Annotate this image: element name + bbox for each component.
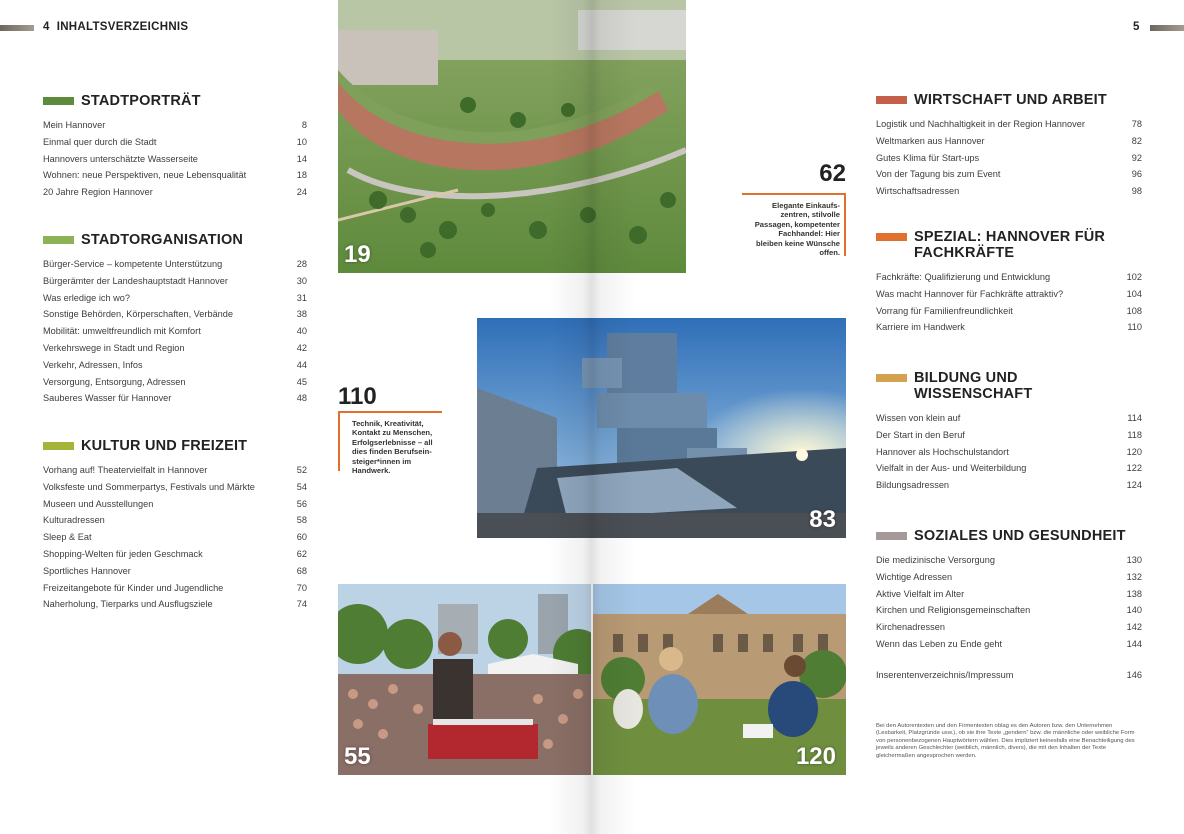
concert-photo xyxy=(338,584,591,775)
section-title: SPEZIAL: HANNOVER FÜR FACHKRÄFTE xyxy=(914,229,1106,261)
toc-entry[interactable] xyxy=(43,374,307,391)
toc-section xyxy=(43,438,307,613)
toc-entry-page: 130 xyxy=(1126,555,1142,565)
toc-entry-page: 14 xyxy=(296,153,307,164)
toc-entry-label: Die medizinische Versorgung xyxy=(876,555,995,565)
toc-entry-label: Vielfalt in der Aus- und Weiterbildung xyxy=(876,463,1027,474)
toc-entry-page: 102 xyxy=(1126,272,1142,282)
toc-entry-page: 60 xyxy=(296,532,307,543)
toc-entry-page: 8 xyxy=(301,120,307,130)
toc-entry-label: Kirchen und Religionsgemeinschaften xyxy=(876,605,1031,616)
toc-entry-page: 54 xyxy=(296,481,307,492)
toc-entry-page: 58 xyxy=(296,515,307,526)
toc-entry[interactable] xyxy=(876,183,1142,200)
toc-entry[interactable] xyxy=(876,444,1142,461)
toc-entry-label: Versorgung, Entsorgung, Adressen xyxy=(43,376,186,387)
toc-entry-page: 70 xyxy=(296,582,307,593)
callout-62-rule xyxy=(742,193,846,195)
callout-110 xyxy=(338,383,444,479)
toc-entry[interactable] xyxy=(876,602,1142,619)
left-page-number: 4 xyxy=(43,21,50,33)
toc-entry[interactable] xyxy=(43,563,307,580)
section-title: KULTUR UND FREIZEIT xyxy=(81,438,248,454)
toc-entry-page: 10 xyxy=(296,136,307,147)
toc-entry-page: 28 xyxy=(296,259,307,269)
toc-section-heading xyxy=(876,528,1142,544)
inserenten-row[interactable] xyxy=(876,667,1142,684)
toc-entry-page: 56 xyxy=(296,498,307,509)
section-title: WIRTSCHAFT UND ARBEIT xyxy=(914,92,1107,108)
toc-section-heading xyxy=(43,232,307,248)
toc-entry-page: 120 xyxy=(1126,446,1142,457)
left-header-bar xyxy=(0,25,34,31)
nord-lb-building-image xyxy=(477,318,846,538)
toc-entry-page: 108 xyxy=(1126,305,1142,316)
toc-entry[interactable] xyxy=(876,410,1142,427)
toc-entry-page: 38 xyxy=(296,309,307,320)
callout-62-side-rule xyxy=(844,193,846,256)
toc-entry[interactable] xyxy=(43,496,307,513)
toc-entry-label: Mein Hannover xyxy=(43,120,106,130)
toc-entry-label: Hannovers unterschätzte Wasserseite xyxy=(43,153,198,164)
toc-entry-page: 96 xyxy=(1131,169,1142,180)
toc-entry[interactable] xyxy=(43,479,307,496)
toc-entry-label: Wohnen: neue Perspektiven, neue Lebensqualität xyxy=(43,170,247,181)
toc-entry-label: Sportliches Hannover xyxy=(43,565,131,576)
toc-entry[interactable] xyxy=(43,390,307,407)
toc-entry-label: Wenn das Leben zu Ende geht xyxy=(876,638,1003,649)
toc-entry-page: 98 xyxy=(1131,186,1142,197)
toc-entry[interactable] xyxy=(876,286,1142,303)
toc-entry-label: Kirchenadressen xyxy=(876,622,945,633)
toc-entry[interactable] xyxy=(876,477,1142,494)
inserenten-label: Inserentenverzeichnis/Impressum xyxy=(876,670,1014,680)
section-color-bar xyxy=(43,442,74,450)
toc-entry-label: Bürger-Service – kompetente Unterstützung xyxy=(43,259,223,269)
toc-entry-label: Kulturadressen xyxy=(43,515,105,526)
toc-entry[interactable] xyxy=(43,184,307,201)
toc-entry[interactable] xyxy=(876,319,1142,336)
toc-section xyxy=(43,93,307,201)
toc-section xyxy=(876,92,1142,200)
toc-entry-page: 24 xyxy=(296,187,307,198)
toc-entry-label: Bildungsadressen xyxy=(876,480,950,491)
toc-entry[interactable] xyxy=(876,619,1142,636)
toc-entry-page: 18 xyxy=(296,170,307,181)
toc-entry-label: Weltmarken aus Hannover xyxy=(876,135,985,146)
toc-entry-page: 31 xyxy=(296,292,307,303)
toc-entry[interactable] xyxy=(876,586,1142,603)
toc-entry-label: Volksfeste und Sommerpartys, Festivals und Märkte xyxy=(43,481,255,492)
section-color-bar xyxy=(876,532,907,540)
toc-section xyxy=(43,232,307,407)
toc-entry-label: 20 Jahre Region Hannover xyxy=(43,187,153,198)
toc-entry[interactable] xyxy=(43,357,307,374)
toc-entry-label: Wirtschaftsadressen xyxy=(876,186,960,197)
nord-lb-building-photo xyxy=(477,318,846,538)
toc-section xyxy=(876,370,1142,494)
toc-entry-page: 44 xyxy=(296,359,307,370)
toc-entry-label: Logistik und Nachhaltigkeit in der Region Hannover xyxy=(876,119,1085,129)
callout-62-number: 62 xyxy=(819,160,846,187)
toc-entry[interactable] xyxy=(876,303,1142,320)
toc-entry-label: Von der Tagung bis zum Event xyxy=(876,169,1001,180)
left-page-header xyxy=(43,21,188,33)
photo-number-83: 83 xyxy=(809,506,836,533)
toc-entry-label: Sonstige Behörden, Körperschaften, Verbände xyxy=(43,309,234,320)
toc-entry-page: 138 xyxy=(1126,588,1142,599)
toc-entry[interactable] xyxy=(876,636,1142,653)
toc-entry[interactable] xyxy=(43,290,307,307)
toc-entry-label: Sauberes Wasser für Hannover xyxy=(43,393,172,404)
section-color-bar xyxy=(876,233,907,241)
toc-entry[interactable] xyxy=(43,340,307,357)
toc-entry[interactable] xyxy=(876,427,1142,444)
toc-entry-label: Bürgerämter der Landeshauptstadt Hannover xyxy=(43,275,228,286)
callout-62 xyxy=(740,160,846,256)
section-title: STADTORGANISATION xyxy=(81,232,244,248)
toc-entry-label: Verkehr, Adressen, Infos xyxy=(43,359,143,370)
toc-entry-page: 45 xyxy=(296,376,307,387)
toc-entry[interactable] xyxy=(43,273,307,290)
callout-62-text: Elegante Einkaufs-zentren, stilvolle Passagen, kompetenter Fachhandel: Hier bleiben keine Wünsche offen. xyxy=(754,201,840,258)
toc-entry-page: 40 xyxy=(296,326,307,337)
toc-entry-label: Gutes Klima für Start-ups xyxy=(876,152,980,163)
toc-entry-page: 132 xyxy=(1126,571,1142,582)
toc-entry-page: 78 xyxy=(1131,119,1142,129)
left-header-title: INHALTSVERZEICHNIS xyxy=(56,21,189,33)
toc-entry-label: Wissen von klein auf xyxy=(876,413,961,423)
toc-entry[interactable] xyxy=(43,256,307,273)
photo-number-120: 120 xyxy=(795,743,836,770)
toc-section-heading xyxy=(43,438,307,454)
toc-entry-label: Museen und Ausstellungen xyxy=(43,498,154,509)
toc-entry-page: 142 xyxy=(1126,622,1142,633)
toc-entry-label: Einmal quer durch die Stadt xyxy=(43,136,157,147)
toc-entry-page: 122 xyxy=(1126,463,1142,474)
toc-entry-page: 124 xyxy=(1126,480,1142,491)
toc-entry[interactable] xyxy=(43,134,307,151)
toc-entry[interactable] xyxy=(43,462,307,479)
right-page-number: 5 xyxy=(1133,21,1140,33)
students-university-photo xyxy=(593,584,846,775)
concert-image xyxy=(338,584,591,775)
toc-entry-label: Was macht Hannover für Fachkräfte attraktiv? xyxy=(876,288,1064,299)
section-title: STADTPORTRÄT xyxy=(81,93,201,109)
toc-entry[interactable] xyxy=(876,460,1142,477)
toc-entry-page: 48 xyxy=(296,393,307,404)
toc-entry-page: 92 xyxy=(1131,152,1142,163)
gender-footnote: Bei den Autorentexten und den Firmentexten oblag es den Autoren bzw. den Unternehmen (Lesbarkeit, Platzgründe usw.), ob sie ihre Texte „gendern“ bzw. die männliche oder weibliche Form von personenbezogenen Hauptwörtern wählen. Dies impliziert keinesfalls eine Benachteiligung des jeweils anderen Geschlechter (weiblich, männlich, divers), die mit den Inhalten der Texte gleichermaßen angesprochen werden. xyxy=(876,723,1135,759)
toc-entry-label: Wichtige Adressen xyxy=(876,571,953,582)
toc-entry[interactable] xyxy=(876,116,1142,133)
aerial-housing-image xyxy=(338,0,686,273)
toc-entry[interactable] xyxy=(876,166,1142,183)
toc-entry-page: 74 xyxy=(296,599,307,610)
toc-entry-label: Vorhang auf! Theatervielfalt in Hannover xyxy=(43,465,208,475)
callout-110-side-rule xyxy=(338,411,340,471)
toc-entry[interactable] xyxy=(43,596,307,613)
photo-number-19: 19 xyxy=(344,241,371,268)
toc-entry-label: Fachkräfte: Qualifizierung und Entwicklung xyxy=(876,272,1051,282)
toc-entry[interactable] xyxy=(43,546,307,563)
toc-entry[interactable] xyxy=(876,133,1142,150)
toc-entry-label: Was erledige ich wo? xyxy=(43,292,130,303)
toc-entry[interactable] xyxy=(43,580,307,597)
toc-section xyxy=(876,229,1142,336)
inserenten-page: 146 xyxy=(1126,670,1142,680)
toc-entry-label: Verkehrswege in Stadt und Region xyxy=(43,342,185,353)
toc-entry-label: Naherholung, Tierparks und Ausflugsziele xyxy=(43,599,213,610)
callout-110-text: Technik, Kreativität, Kontakt zu Menschen, Erfolgserlebnisse – all dies finden Berufsein-steiger*innen im Handwerk. xyxy=(352,419,433,476)
toc-entry[interactable] xyxy=(43,529,307,546)
toc-section-heading xyxy=(43,93,307,109)
toc-entry-label: Mobilität: umweltfreundlich mit Komfort xyxy=(43,326,201,337)
toc-entry[interactable] xyxy=(876,552,1142,569)
toc-entry-page: 42 xyxy=(296,342,307,353)
toc-entry[interactable] xyxy=(43,167,307,184)
toc-entry-label: Vorrang für Familienfreundlichkeit xyxy=(876,305,1013,316)
toc-entry-page: 104 xyxy=(1126,288,1142,299)
toc-section xyxy=(876,528,1142,653)
toc-entry-label: Karriere im Handwerk xyxy=(876,322,965,333)
toc-entry-label: Aktive Vielfalt im Alter xyxy=(876,588,965,599)
toc-entry-page: 110 xyxy=(1127,322,1142,333)
toc-entry-page: 140 xyxy=(1126,605,1142,616)
photo-number-55: 55 xyxy=(344,743,371,770)
toc-entry-page: 62 xyxy=(296,548,307,559)
toc-entry-label: Der Start in den Beruf xyxy=(876,429,965,440)
toc-entry-page: 144 xyxy=(1126,638,1142,649)
toc-entry-page: 52 xyxy=(296,465,307,475)
toc-entry[interactable] xyxy=(43,306,307,323)
aerial-housing-photo xyxy=(338,0,686,273)
section-color-bar xyxy=(43,97,74,105)
toc-entry-page: 30 xyxy=(296,275,307,286)
toc-entry-page: 114 xyxy=(1127,413,1142,423)
toc-entry-page: 118 xyxy=(1127,429,1142,440)
section-color-bar xyxy=(876,374,907,382)
section-color-bar xyxy=(876,96,907,104)
toc-entry-label: Hannover als Hochschulstandort xyxy=(876,446,1009,457)
toc-entry-page: 68 xyxy=(296,565,307,576)
toc-entry-page: 82 xyxy=(1131,135,1142,146)
toc-entry[interactable] xyxy=(43,117,307,134)
toc-section-heading xyxy=(876,92,1142,108)
toc-entry-label: Shopping-Welten für jeden Geschmack xyxy=(43,548,203,559)
toc-entry[interactable] xyxy=(876,269,1142,286)
callout-110-number: 110 xyxy=(338,383,377,410)
toc-entry[interactable] xyxy=(876,150,1142,167)
callout-110-rule xyxy=(338,411,442,413)
toc-entry-label: Freizeitangebote für Kinder und Jugendliche xyxy=(43,582,224,593)
toc-entry[interactable] xyxy=(43,512,307,529)
toc-section-heading xyxy=(876,370,1142,402)
toc-entry[interactable] xyxy=(43,323,307,340)
toc-section-heading xyxy=(876,229,1142,261)
toc-entry[interactable] xyxy=(876,569,1142,586)
right-header-bar xyxy=(1150,25,1184,31)
toc-entry-label: Sleep & Eat xyxy=(43,532,92,543)
section-color-bar xyxy=(43,236,74,244)
section-title: SOZIALES UND GESUNDHEIT xyxy=(914,528,1126,544)
section-title: BILDUNG UND WISSENSCHAFT xyxy=(914,370,1033,402)
toc-entry[interactable] xyxy=(43,151,307,168)
